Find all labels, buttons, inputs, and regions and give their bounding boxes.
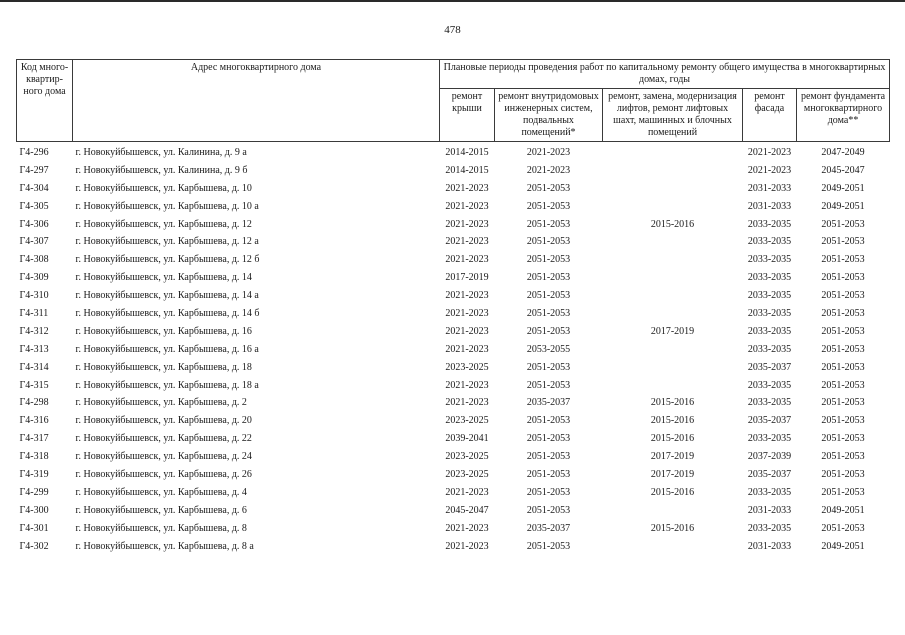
cell-code: Г4-306: [19, 218, 49, 230]
table-row: [17, 287, 890, 305]
cell-lifts-period: [603, 180, 743, 198]
cell-roof-period: 2021-2023: [445, 486, 489, 498]
cell-systems-period: 2051-2053: [526, 486, 571, 498]
cell-foundation-period: 2051-2053: [821, 236, 865, 248]
cell-lifts-period: 2017-2019: [650, 468, 695, 480]
cell-code: Г4-319: [19, 468, 49, 480]
table-row: [17, 448, 890, 466]
table-row: [17, 484, 890, 502]
cell-systems-period: 2051-2053: [526, 540, 571, 552]
cell-facade-period: 2031-2033: [747, 200, 792, 212]
cell-systems-period: 2053-2055: [526, 343, 571, 355]
column-header-systems: ремонт внутридомовых инженерных систем, подвальных помещений*: [495, 89, 603, 142]
page-number: 478: [444, 24, 461, 36]
table-row: [17, 520, 890, 538]
cell-code: Г4-312: [19, 325, 49, 337]
cell-lifts-period: 2015-2016: [650, 397, 695, 409]
cell-systems-period: 2051-2053: [526, 433, 571, 445]
cell-roof-period: 2021-2023: [445, 307, 489, 319]
cell-lifts-period: [603, 359, 743, 377]
cell-lifts-period: 2015-2016: [650, 415, 695, 427]
cell-code: Г4-298: [19, 397, 49, 409]
cell-roof-period: 2021-2023: [445, 218, 489, 230]
cell-code: Г4-305: [19, 200, 49, 212]
cell-roof-period: 2023-2025: [445, 361, 489, 373]
cell-roof-period: 2021-2023: [445, 379, 489, 391]
cell-systems-period: 2051-2053: [526, 236, 571, 248]
cell-roof-period: 2021-2023: [445, 236, 489, 248]
cell-code: Г4-300: [19, 504, 49, 516]
cell-foundation-period: 2051-2053: [821, 343, 865, 355]
cell-roof-period: 2021-2023: [445, 200, 489, 212]
column-header-address: Адрес многоквартирного дома: [73, 60, 440, 142]
cell-roof-period: 2017-2019: [445, 272, 489, 284]
cell-lifts-period: 2015-2016: [650, 433, 695, 445]
cell-systems-period: 2051-2053: [526, 290, 571, 302]
cell-lifts-period: [603, 341, 743, 359]
cell-facade-period: 2035-2037: [747, 468, 792, 480]
cell-roof-period: 2021-2023: [445, 343, 489, 355]
cell-facade-period: 2037-2039: [747, 451, 792, 463]
cell-systems-period: 2051-2053: [526, 254, 571, 266]
cell-address: г. Новокуйбышевск, ул. Карбышева, д. 18: [75, 361, 252, 373]
cell-lifts-period: [603, 162, 743, 180]
cell-address: г. Новокуйбышевск, ул. Карбышева, д. 16 а: [75, 343, 259, 355]
cell-roof-period: 2021-2023: [445, 182, 489, 194]
cell-facade-period: 2033-2035: [747, 290, 792, 302]
cell-address: г. Новокуйбышевск, ул. Карбышева, д. 12 б: [75, 254, 260, 266]
cell-code: Г4-301: [19, 522, 49, 534]
cell-systems-period: 2051-2053: [526, 200, 571, 212]
cell-foundation-period: 2051-2053: [821, 522, 865, 534]
table-row: [17, 538, 890, 556]
cell-foundation-period: 2051-2053: [821, 218, 865, 230]
cell-systems-period: 2051-2053: [526, 325, 571, 337]
column-header-foundation: ремонт фундамента многоквартирного дома**: [797, 89, 890, 142]
cell-address: г. Новокуйбышевск, ул. Карбышева, д. 6: [75, 504, 247, 516]
cell-foundation-period: 2051-2053: [821, 451, 865, 463]
cell-systems-period: 2051-2053: [526, 451, 571, 463]
cell-address: г. Новокуйбышевск, ул. Карбышева, д. 4: [75, 486, 247, 498]
cell-code: Г4-317: [19, 433, 49, 445]
cell-code: Г4-313: [19, 343, 49, 355]
cell-address: г. Новокуйбышевск, ул. Карбышева, д. 8 а: [75, 540, 254, 552]
cell-roof-period: 2021-2023: [445, 254, 489, 266]
cell-code: Г4-309: [19, 272, 49, 284]
cell-foundation-period: 2051-2053: [821, 468, 865, 480]
cell-foundation-period: 2051-2053: [821, 415, 865, 427]
cell-roof-period: 2023-2025: [445, 415, 489, 427]
cell-address: г. Новокуйбышевск, ул. Карбышева, д. 14 б: [75, 307, 260, 319]
column-group-header-periods: Плановые периоды проведения работ по капитальному ремонту общего имущества в многоквартирных домах, годы: [440, 60, 890, 89]
cell-facade-period: 2033-2035: [747, 397, 792, 409]
cell-code: Г4-311: [19, 307, 49, 319]
cell-foundation-period: 2045-2047: [821, 164, 865, 176]
cell-roof-period: 2023-2025: [445, 451, 489, 463]
table-row: [17, 359, 890, 377]
cell-facade-period: 2033-2035: [747, 325, 792, 337]
cell-foundation-period: 2051-2053: [821, 397, 865, 409]
cell-systems-period: 2051-2053: [526, 307, 571, 319]
cell-lifts-period: [603, 377, 743, 395]
cell-code: Г4-314: [19, 361, 49, 373]
cell-code: Г4-296: [19, 146, 49, 158]
cell-facade-period: 2021-2023: [747, 164, 792, 176]
cell-facade-period: 2021-2023: [747, 146, 792, 158]
table-body: [17, 142, 890, 556]
cell-foundation-period: 2049-2051: [821, 200, 865, 212]
cell-systems-period: 2051-2053: [526, 504, 571, 516]
cell-address: г. Новокуйбышевск, ул. Карбышева, д. 20: [75, 415, 252, 427]
cell-lifts-period: [603, 269, 743, 287]
cell-code: Г4-302: [19, 540, 49, 552]
repair-schedule-table: [16, 59, 890, 555]
cell-foundation-period: 2051-2053: [821, 254, 865, 266]
cell-systems-period: 2051-2053: [526, 182, 571, 194]
table-row: [17, 162, 890, 180]
cell-lifts-period: [603, 198, 743, 216]
cell-address: г. Новокуйбышевск, ул. Карбышева, д. 22: [75, 433, 252, 445]
cell-foundation-period: 2051-2053: [821, 325, 865, 337]
cell-code: Г4-307: [19, 236, 49, 248]
cell-roof-period: 2021-2023: [445, 290, 489, 302]
cell-code: Г4-297: [19, 164, 49, 176]
cell-address: г. Новокуйбышевск, ул. Карбышева, д. 26: [75, 468, 252, 480]
cell-address: г. Новокуйбышевск, ул. Карбышева, д. 2: [75, 397, 247, 409]
cell-roof-period: 2021-2023: [445, 397, 489, 409]
cell-address: г. Новокуйбышевск, ул. Карбышева, д. 14 а: [75, 290, 259, 302]
cell-address: г. Новокуйбышевск, ул. Калинина, д. 9 а: [75, 146, 247, 158]
cell-lifts-period: 2015-2016: [650, 522, 695, 534]
cell-code: Г4-315: [19, 379, 49, 391]
cell-code: Г4-316: [19, 415, 49, 427]
table-row: [17, 466, 890, 484]
table-row: [17, 323, 890, 341]
top-rule: [0, 0, 905, 2]
cell-lifts-period: [603, 142, 743, 162]
table-row: [17, 502, 890, 520]
table-row: [17, 233, 890, 251]
cell-facade-period: 2033-2035: [747, 433, 792, 445]
table-row: [17, 430, 890, 448]
cell-systems-period: 2035-2037: [526, 522, 571, 534]
cell-lifts-period: 2015-2016: [650, 486, 695, 498]
cell-roof-period: 2021-2023: [445, 522, 489, 534]
table-row: [17, 412, 890, 430]
cell-lifts-period: 2017-2019: [650, 325, 695, 337]
table-row: [17, 305, 890, 323]
cell-lifts-period: [603, 538, 743, 556]
table-row: [17, 377, 890, 395]
cell-systems-period: 2051-2053: [526, 379, 571, 391]
cell-systems-period: 2051-2053: [526, 272, 571, 284]
column-header-lifts: ремонт, замена, модернизация лифтов, ремонт лифтовых шахт, машинных и блочных помещений: [603, 89, 743, 142]
cell-facade-period: 2033-2035: [747, 379, 792, 391]
cell-systems-period: 2035-2037: [526, 397, 571, 409]
cell-facade-period: 2033-2035: [747, 522, 792, 534]
cell-systems-period: 2021-2023: [526, 146, 571, 158]
cell-lifts-period: [603, 502, 743, 520]
cell-address: г. Новокуйбышевск, ул. Карбышева, д. 18 а: [75, 379, 259, 391]
cell-facade-period: 2031-2033: [747, 540, 792, 552]
column-header-roof: ремонт крыши: [440, 89, 495, 142]
table-row: [17, 142, 890, 162]
table-row: [17, 394, 890, 412]
column-header-code: Код много-квартир-ного дома: [17, 60, 73, 142]
cell-address: г. Новокуйбышевск, ул. Карбышева, д. 24: [75, 451, 252, 463]
cell-lifts-period: [603, 287, 743, 305]
cell-facade-period: 2035-2037: [747, 415, 792, 427]
cell-foundation-period: 2051-2053: [821, 361, 865, 373]
cell-systems-period: 2051-2053: [526, 415, 571, 427]
cell-address: г. Новокуйбышевск, ул. Карбышева, д. 10 а: [75, 200, 259, 212]
cell-facade-period: 2035-2037: [747, 361, 792, 373]
cell-foundation-period: 2051-2053: [821, 272, 865, 284]
cell-roof-period: 2021-2023: [445, 325, 489, 337]
cell-systems-period: 2051-2053: [526, 468, 571, 480]
cell-roof-period: 2045-2047: [445, 504, 489, 516]
cell-address: г. Новокуйбышевск, ул. Карбышева, д. 14: [75, 272, 252, 284]
cell-facade-period: 2033-2035: [747, 343, 792, 355]
cell-lifts-period: 2015-2016: [650, 218, 695, 230]
cell-lifts-period: 2017-2019: [650, 451, 695, 463]
cell-facade-period: 2031-2033: [747, 504, 792, 516]
cell-address: г. Новокуйбышевск, ул. Карбышева, д. 16: [75, 325, 252, 337]
table-row: [17, 180, 890, 198]
table-row: [17, 341, 890, 359]
table-row: [17, 198, 890, 216]
cell-foundation-period: 2049-2051: [821, 182, 865, 194]
cell-systems-period: 2021-2023: [526, 164, 571, 176]
table-row: [17, 269, 890, 287]
cell-roof-period: 2014-2015: [445, 146, 489, 158]
cell-address: г. Новокуйбышевск, ул. Карбышева, д. 10: [75, 182, 252, 194]
cell-address: г. Новокуйбышевск, ул. Калинина, д. 9 б: [75, 164, 248, 176]
table-row: [17, 216, 890, 234]
cell-lifts-period: [603, 305, 743, 323]
cell-code: Г4-318: [19, 451, 49, 463]
cell-code: Г4-310: [19, 290, 49, 302]
cell-roof-period: 2021-2023: [445, 540, 489, 552]
column-header-facade: ремонт фасада: [743, 89, 797, 142]
cell-facade-period: 2033-2035: [747, 236, 792, 248]
cell-code: Г4-304: [19, 182, 49, 194]
cell-address: г. Новокуйбышевск, ул. Карбышева, д. 12: [75, 218, 252, 230]
cell-facade-period: 2033-2035: [747, 272, 792, 284]
cell-foundation-period: 2051-2053: [821, 307, 865, 319]
cell-lifts-period: [603, 233, 743, 251]
cell-code: Г4-299: [19, 486, 49, 498]
table-row: [17, 251, 890, 269]
cell-systems-period: 2051-2053: [526, 218, 571, 230]
cell-address: г. Новокуйбышевск, ул. Карбышева, д. 12 а: [75, 236, 259, 248]
cell-roof-period: 2014-2015: [445, 164, 489, 176]
cell-foundation-period: 2051-2053: [821, 486, 865, 498]
cell-address: г. Новокуйбышевск, ул. Карбышева, д. 8: [75, 522, 247, 534]
cell-foundation-period: 2049-2051: [821, 540, 865, 552]
cell-facade-period: 2033-2035: [747, 307, 792, 319]
cell-foundation-period: 2047-2049: [821, 146, 865, 158]
cell-foundation-period: 2051-2053: [821, 433, 865, 445]
cell-facade-period: 2031-2033: [747, 182, 792, 194]
cell-code: Г4-308: [19, 254, 49, 266]
cell-lifts-period: [603, 251, 743, 269]
cell-facade-period: 2033-2035: [747, 486, 792, 498]
cell-foundation-period: 2051-2053: [821, 379, 865, 391]
cell-roof-period: 2023-2025: [445, 468, 489, 480]
cell-roof-period: 2039-2041: [445, 433, 489, 445]
cell-facade-period: 2033-2035: [747, 254, 792, 266]
cell-foundation-period: 2051-2053: [821, 290, 865, 302]
cell-systems-period: 2051-2053: [526, 361, 571, 373]
cell-facade-period: 2033-2035: [747, 218, 792, 230]
cell-foundation-period: 2049-2051: [821, 504, 865, 516]
